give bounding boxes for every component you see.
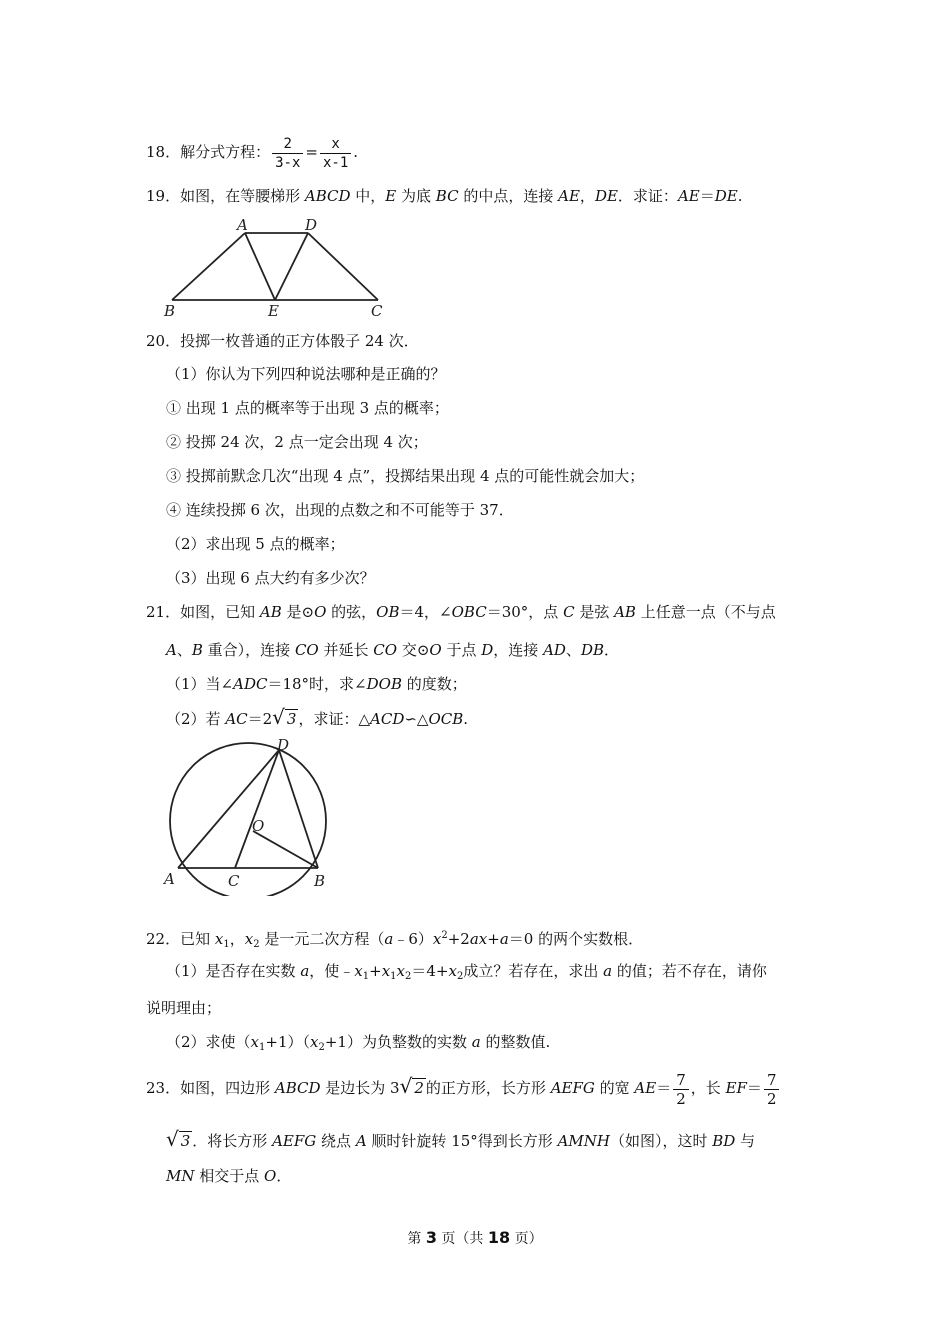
question-21-line1: 21．如图，已知 AB 是⊙O 的弦，OB＝4，∠OBC＝30°，点 C 是弦 AB 上任意一点（不与点 [146, 603, 776, 621]
label-e: E [268, 302, 279, 320]
question-18: 18．解分式方程： $\frac{2}{3-x}$ = $\frac{x}{x-1}$ . [146, 135, 359, 171]
segment-db [279, 750, 318, 868]
sqrt-2: √ 2 [399, 1074, 424, 1098]
segment-ae [245, 233, 275, 300]
segment-de [275, 233, 308, 300]
q20-option4: ④ 连续投掷 6 次，出现的点数之和不可能等于 37． [166, 501, 514, 519]
sqrt-3: √ 3 [166, 1127, 191, 1151]
fraction-lhs: $\frac{2}{3-x}$ [272, 135, 303, 172]
segment-dc [308, 233, 378, 300]
fraction-ef: $\frac{7}{2}$ [764, 1071, 780, 1108]
label-d: D [305, 216, 318, 234]
label-c: C [228, 872, 240, 890]
trapezoid-figure [160, 212, 400, 322]
question-23-line2: √ 3 ．将长方形 AEFG 绕点 A 顺时针旋转 15°得到长方形 AMNH（如图），这时 BD 与 [166, 1126, 755, 1154]
q21-part1: （1）当∠ADC＝18°时，求∠DOB 的度数； [166, 675, 467, 693]
circle-figure [158, 734, 338, 896]
label-d: D [277, 736, 290, 754]
sqrt-3: √ 3 [272, 705, 297, 729]
label-b: B [164, 302, 176, 320]
segment-ab [172, 233, 245, 300]
q20-part3: （3）出现 6 点大约有多少次？ [166, 569, 375, 587]
q22-part1-cont: 说明理由； [146, 999, 222, 1017]
question-23-line1: 23．如图，四边形 ABCD 是边长为 3√ 2 的正方形，长方形 AEFG 的宽 AE＝ $\frac{7}{2}$ ，长 EF＝ $\frac{7}{2}$ [146, 1066, 781, 1108]
fraction-ae: $\frac{7}{2}$ [673, 1071, 689, 1108]
q22-part1: （1）是否存在实数 a，使$﹣x_1+x_1x_2=4+x_2$成立？若存在，求出 a 的值；若不存在，请你 [166, 962, 767, 982]
label-o: O [252, 817, 265, 835]
label-b: B [314, 872, 326, 890]
q20-part2: （2）求出现 5 点的概率； [166, 535, 345, 553]
q22-part2: （2）求使$(x_1+1)(x_2+1)$为负整数的实数 a 的整数值. [166, 1033, 551, 1053]
q21-part2: （2）若 AC＝2√ 3 ，求证：△ACD∽△OCB. [166, 704, 468, 732]
question-22: 22．已知 $x_1$，$x_2$ 是一元二次方程$(a﹣6)x^2+2ax+a=0$ 的两个实数根． [146, 930, 644, 950]
q20-option3: ③ 投掷前默念几次“出现 4 点”，投掷结果出现 4 点的可能性就会加大； [166, 467, 645, 485]
page-footer: 第 3 页（共 18 页） [407, 1228, 543, 1247]
label-c: C [371, 302, 383, 320]
question-20: 20．投掷一枚普通的正方体骰子 24 次． [146, 332, 419, 350]
segment-dc [235, 750, 279, 868]
fraction-rhs: $\frac{x}{x-1}$ [320, 135, 351, 172]
q20-part1: （1）你认为下列四种说法哪种是正确的？ [166, 365, 446, 383]
question-19: 19．如图，在等腰梯形 ABCD 中，E 为底 BC 的中点，连接 AE，DE．求证：AE＝DE. [146, 187, 743, 205]
label-a: A [164, 870, 175, 888]
label-a: A [237, 216, 248, 234]
question-23-line3: MN 相交于点 O． [166, 1167, 292, 1185]
q20-option2: ② 投掷 24 次，2 点一定会出现 4 次； [166, 433, 428, 451]
q20-option1: ① 出现 1 点的概率等于出现 3 点的概率； [166, 399, 449, 417]
question-21-line2: A、B 重合），连接 CO 并延长 CO 交⊙O 于点 D，连接 AD、DB． [166, 641, 620, 659]
segment-ad [178, 750, 279, 868]
